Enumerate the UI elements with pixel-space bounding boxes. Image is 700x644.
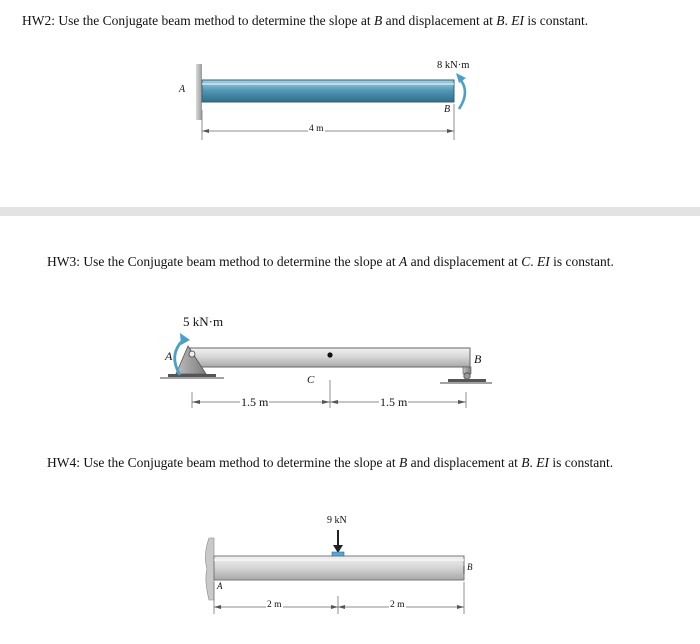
hw3-dim-label-1: 1.5 m [241, 395, 269, 409]
hw4-prefix: HW4: Use the Conjugate beam method to determine the slope at [47, 455, 400, 470]
hw2-var1: B [374, 13, 383, 28]
hw3-label-b: B [474, 352, 482, 366]
hw4-var1: B [399, 455, 408, 470]
hw2-suffix: is constant. [524, 13, 589, 28]
hw3-label-a: A [165, 349, 173, 363]
hw4-label-a: A [217, 581, 223, 591]
hw2-dim-label: 4 m [309, 124, 324, 134]
hw3-dim-label-2: 1.5 m [380, 395, 408, 409]
hw4-fixed-wall [205, 538, 214, 600]
hw2-moment-label: 8 kN·m [437, 60, 470, 71]
hw4-suffix: is constant. [549, 455, 614, 470]
hw3-sep: . [530, 254, 538, 269]
hw4-sep: . [529, 455, 537, 470]
hw2-prefix: HW2: Use the Conjugate beam method to determine the slope at [22, 13, 375, 28]
hw4-label-b: B [467, 562, 473, 572]
hw2-sep: . [504, 13, 512, 28]
hw3-suffix: is constant. [549, 254, 614, 269]
hw4-load-label: 9 kN [327, 515, 347, 526]
hw4-mid: and displacement at [407, 455, 522, 470]
hw3-var1: A [399, 254, 408, 269]
hw2-ei: EI [511, 13, 524, 28]
hw3-prefix: HW3: Use the Conjugate beam method to determine the slope at [47, 254, 400, 269]
hw2-label-a: A [179, 84, 186, 95]
hw3-label-c: C [307, 374, 315, 386]
hw3-mid: and displacement at [407, 254, 522, 269]
hw4-dim-label-1: 2 m [267, 600, 282, 610]
hw2-mid: and displacement at [382, 13, 497, 28]
hw2-label-b: B [444, 104, 451, 115]
hw3-ei: EI [537, 254, 550, 269]
hw4-dim-label-2: 2 m [390, 600, 405, 610]
hw4-load-plate [332, 552, 344, 556]
hw3-moment-label: 5 kN·m [183, 314, 224, 329]
hw3-var2: C [521, 254, 531, 269]
hw4-var2: B [521, 455, 530, 470]
hw2-var2: B [496, 13, 505, 28]
hw4-ei: EI [536, 455, 549, 470]
